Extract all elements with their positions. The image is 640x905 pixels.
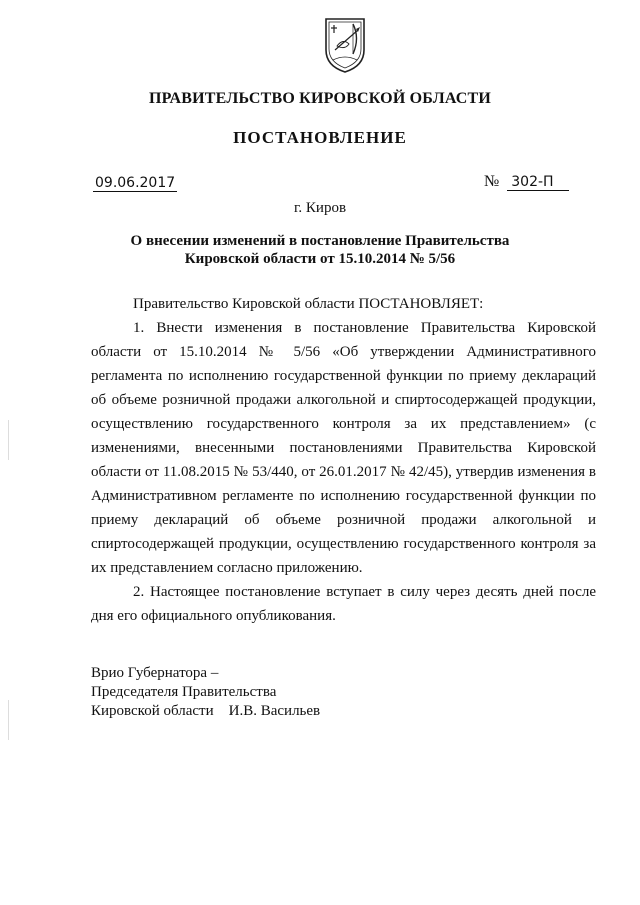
- coat-of-arms-emblem: [323, 16, 367, 74]
- document-type: ПОСТАНОВЛЕНИЕ: [233, 128, 407, 147]
- signature-block: [91, 664, 320, 721]
- city: г. Киров: [293, 200, 347, 216]
- signature-line-1: Врио Губернатора –: [91, 665, 219, 681]
- item-2: 2. Настоящее постановление вступает в силу через десять дней после дня его официального опубликования.: [91, 584, 596, 624]
- number-sign: №: [484, 173, 500, 190]
- preamble: Правительство Кировской области ПОСТАНОВЛЯЕТ:: [133, 296, 484, 312]
- item-1: 1. Внести изменения в постановление Правительства Кировской области от 15.10.2014 № 5/56 «Об утверждении Административного регламента по исполнению государственной функции по приему деклараций об объеме розничной продажи алкогольной и спиртосодержащей продукции, осуществлению государственного контроля за их представлением» (с изменениями, внесенными постановлениями Правительства Кировской области от 11.08.2015 № 53/440, от 26.01.2017 № 42/45), утвердив изменения в Административном регламенте по исполнению государственной функции по приему деклараций об объеме розничной продажи алкогольной и спиртосодержащей продукции, осуществлению государственного контроля за их представлением согласно приложению.: [91, 320, 596, 576]
- signatory-name: И.В. Васильев: [228, 703, 321, 719]
- document-date: 09.06.2017: [95, 175, 176, 191]
- subject-line-2: Кировской области от 15.10.2014 № 5/56: [184, 251, 456, 267]
- document-number-field: [484, 174, 569, 191]
- signature-line-3: [91, 702, 320, 721]
- document-number: 302-П: [507, 174, 569, 191]
- document-subject: [0, 232, 640, 268]
- organization-name: ПРАВИТЕЛЬСТВО КИРОВСКОЙ ОБЛАСТИ: [148, 90, 492, 107]
- scan-margin-mark: [8, 700, 9, 740]
- subject-line-1: О внесении изменений в постановление Правительства: [130, 233, 510, 249]
- signature-line-2: Председателя Правительства: [91, 684, 277, 700]
- document-body: [91, 292, 596, 628]
- signature-region: Кировской области: [91, 703, 214, 719]
- scan-margin-mark: [8, 420, 9, 460]
